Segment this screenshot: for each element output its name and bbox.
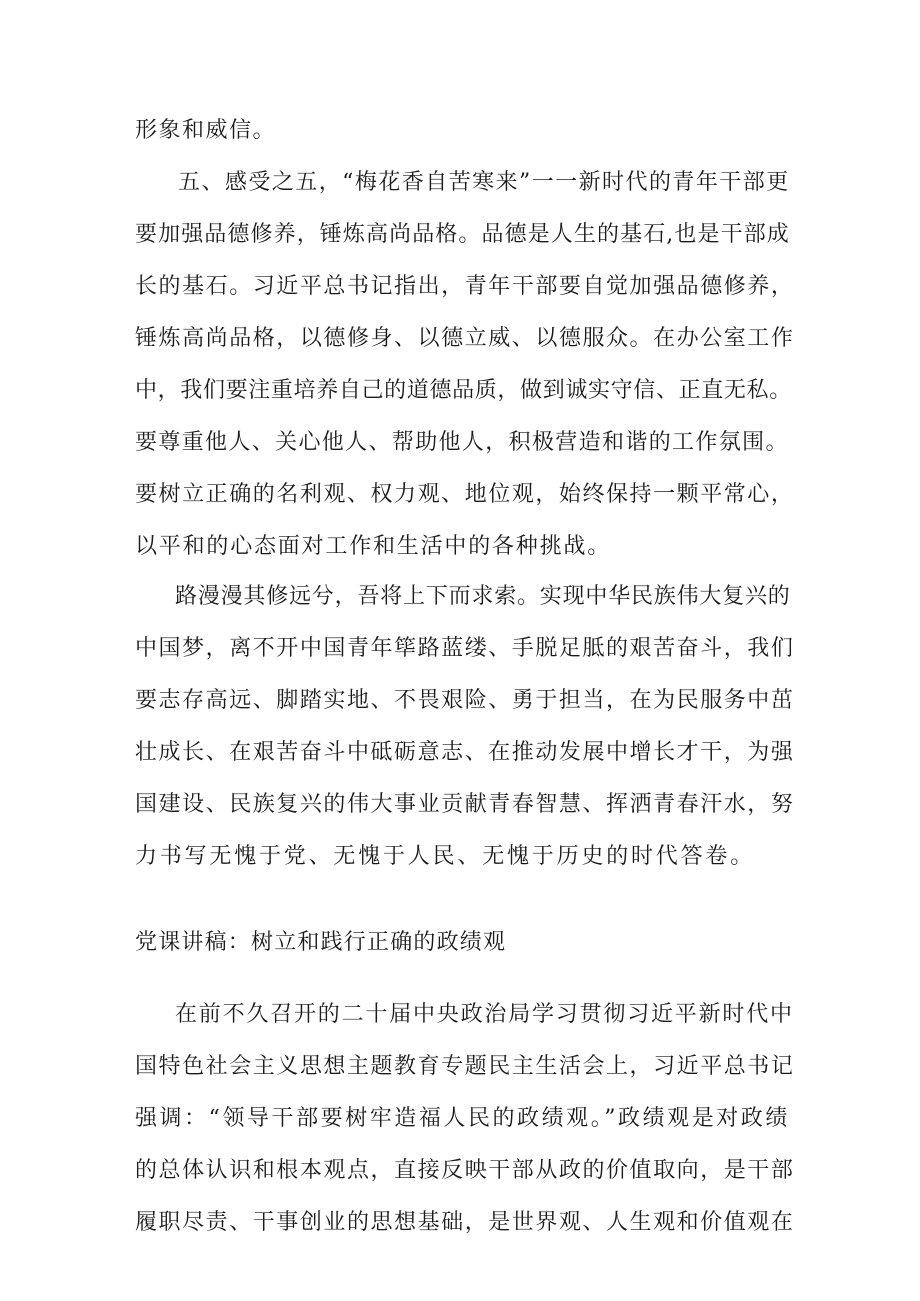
text-line: 要树立正确的名利观、权力观、地位观，始终保持一颗平常心， <box>135 482 795 507</box>
text-line: 履职尽责、干事创业的思想基础，是世界观、人生观和价值观在 <box>135 1210 795 1235</box>
text-line: 中，我们要注重培养自己的道德品质，做到诚实守信、正直无私。 <box>135 378 792 403</box>
section-title: 党课讲稿：树立和践行正确的政绩观 <box>135 930 507 955</box>
text-line: 长的基石。习近平总书记指出，青年干部要自觉加强品德修养， <box>135 274 795 299</box>
text-line: 强调：“领导干部要树牢造福人民的政绩观。”政绩观是对政绩 <box>135 1106 790 1131</box>
text-line: 五、感受之五，“梅花香自苦寒来”一一新时代的青年干部更 <box>178 170 790 195</box>
text-line: 锤炼高尚品格，以德修身、以德立威、以德服众。在办公室工作 <box>135 326 795 351</box>
text-line: 路漫漫其修远兮，吾将上下而求索。实现中华民族伟大复兴的 <box>175 584 791 609</box>
text-line: 要尊重他人、关心他人、帮助他人，积极营造和谐的工作氛围。 <box>135 430 789 455</box>
text-line: 以平和的心态面对工作和生活中的各种挑战。 <box>135 534 612 559</box>
text-line: 形象和威信。 <box>135 118 277 143</box>
text-line: 中国梦，离不开中国青年筚路蓝缕、手脱足胝的艰苦奋斗，我们 <box>135 636 795 661</box>
text-line: 力书写无愧于党、无愧于人民、无愧于历史的时代答卷。 <box>135 844 756 869</box>
text-line: 在前不久召开的二十届中央政治局学习贯彻习近平新时代中 <box>175 1002 794 1027</box>
text-line: 要加强品德修养，锤炼高尚品格。品德是人生的基石,也是干部成 <box>135 222 790 247</box>
text-line: 要志存高远、脚踏实地、不畏艰险、勇于担当，在为民服务中茁 <box>135 688 795 713</box>
text-line: 国建设、民族复兴的伟大事业贡献青春智慧、挥洒青春汗水，努 <box>135 792 795 817</box>
text-line: 的总体认识和根本观点，直接反映干部从政的价值取向，是干部 <box>135 1158 795 1183</box>
text-line: 国特色社会主义思想主题教育专题民主生活会上，习近平总书记 <box>135 1054 795 1079</box>
text-line: 壮成长、在艰苦奋斗中砥砺意志、在推动发展中增长才干，为强 <box>135 740 795 765</box>
